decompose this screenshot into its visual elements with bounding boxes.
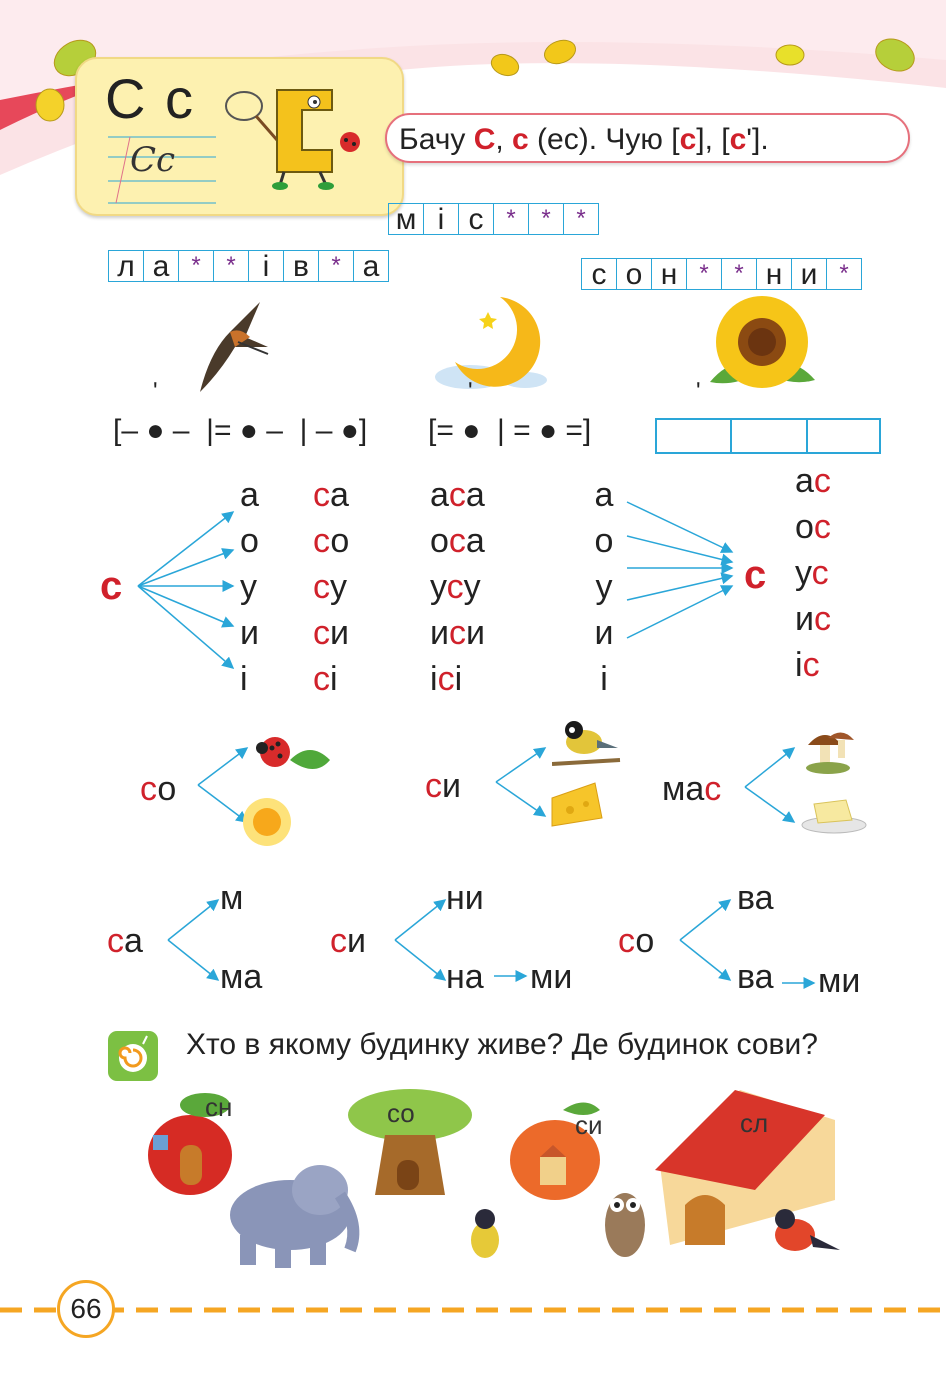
- branch-word-3: со: [618, 922, 655, 960]
- grid-cell: и: [791, 258, 827, 290]
- grid-cell: а: [353, 250, 389, 282]
- vc-syllable: ис: [795, 600, 831, 638]
- syllable-scheme-2: [= ● | = ● =]: [428, 414, 592, 447]
- mushrooms-icon: [800, 720, 855, 775]
- picture-word-1: со: [140, 770, 177, 808]
- tit-bird-icon: [552, 712, 622, 772]
- house-label-1: сн: [205, 1092, 233, 1122]
- branch-extra: ми: [818, 962, 861, 1000]
- snail-icon: [107, 1030, 159, 1082]
- page-number: 66: [70, 1293, 102, 1324]
- house-label-4: сл: [740, 1108, 769, 1138]
- vc-syllable: ус: [795, 554, 829, 592]
- vowel: і: [240, 660, 248, 698]
- grid-cell: *: [721, 258, 757, 290]
- house-label-2: со: [387, 1098, 415, 1128]
- letter-big: С с: [105, 67, 195, 130]
- footer-dashes: [0, 1300, 946, 1320]
- vc-syllable: ос: [795, 508, 831, 546]
- right-arrows: [622, 490, 742, 650]
- grid-cell: *: [178, 250, 214, 282]
- vcv-syllable: иси: [430, 614, 485, 652]
- branch-arrows: [392, 890, 452, 990]
- sun-icon: [240, 795, 295, 850]
- left-arrows: [130, 490, 250, 690]
- grid-cell: *: [493, 203, 529, 235]
- word-grid-3: [582, 258, 862, 290]
- accent-mark: ʹ: [696, 378, 701, 405]
- grid-cell: *: [563, 203, 599, 235]
- cv-syllable-column: [313, 472, 349, 702]
- vowel: а: [240, 476, 259, 514]
- cv-syllable: со: [313, 522, 350, 560]
- word-grid-1: [389, 203, 599, 235]
- branch-bottom: ва: [737, 958, 774, 996]
- statement-lower-letter: с: [512, 123, 529, 156]
- statement-upper-letter: С: [473, 123, 496, 156]
- statement-text-3: ], [: [696, 123, 730, 156]
- branch-top: м: [220, 879, 244, 917]
- vowel: а: [594, 476, 614, 514]
- branch-arrows: [677, 890, 737, 990]
- branch-word-1: са: [107, 922, 143, 960]
- grid-cell: і: [423, 203, 459, 235]
- branch-bottom: на: [446, 958, 484, 996]
- branch-arrows: [742, 740, 802, 830]
- vcv-syllable: оса: [430, 522, 485, 560]
- cv-syllable: су: [313, 568, 347, 606]
- picture-word-3: мас: [662, 770, 722, 808]
- grid-cell: *: [686, 258, 722, 290]
- letter-script: Сс: [130, 140, 176, 180]
- grid-cell: м: [388, 203, 424, 235]
- grid-cell: в: [283, 250, 319, 282]
- task-question: Хто в якому будинку живе? Де будинок сови?: [186, 1028, 818, 1061]
- swallow-icon: [190, 292, 270, 397]
- branch-word-2: си: [330, 922, 366, 960]
- letter-mascot-icon: [222, 80, 382, 190]
- vowel: і: [600, 660, 608, 698]
- grid-cell: *: [826, 258, 862, 290]
- vcv-syllable: аса: [430, 476, 485, 514]
- statement-text-2: (ес). Чую [: [528, 123, 680, 156]
- word-grid-2: [109, 250, 389, 282]
- branch-extra: ми: [530, 958, 573, 996]
- butter-icon: [800, 790, 868, 835]
- right-consonant: с: [744, 553, 767, 597]
- page-number-badge: [57, 1280, 115, 1338]
- statement-sound-1: с: [679, 123, 697, 156]
- cv-syllable: са: [313, 476, 349, 514]
- statement-bubble: [385, 113, 910, 163]
- cheese-icon: [550, 778, 605, 830]
- grid-cell: н: [651, 258, 687, 290]
- grid-cell: с: [458, 203, 494, 235]
- grid-cell: *: [213, 250, 249, 282]
- vcv-syllable-column: [430, 472, 485, 702]
- statement-sound-2: с: [729, 123, 747, 156]
- chain-arrow: [780, 975, 820, 991]
- cv-syllable: сі: [313, 660, 338, 698]
- ladybug-icon: [250, 730, 335, 785]
- house-label-3: си: [575, 1110, 603, 1140]
- statement-text-1: Бачу: [399, 123, 474, 156]
- vowel: о: [594, 522, 614, 560]
- vc-syllable: іс: [795, 646, 820, 684]
- grid-cell: а: [143, 250, 179, 282]
- empty-scheme-box: [655, 418, 881, 454]
- grid-cell: *: [528, 203, 564, 235]
- grid-cell: л: [108, 250, 144, 282]
- statement-comma: ,: [495, 123, 513, 156]
- branch-top: ни: [446, 879, 484, 917]
- cv-syllable: си: [313, 614, 349, 652]
- grid-cell: с: [581, 258, 617, 290]
- sunflower-icon: [705, 292, 820, 397]
- grid-cell: *: [318, 250, 354, 282]
- vowel: и: [240, 614, 259, 652]
- vcv-syllable: усу: [430, 568, 481, 606]
- branch-arrows: [165, 890, 225, 990]
- left-consonant: с: [100, 564, 123, 608]
- vowel: и: [594, 614, 614, 652]
- vc-syllable: ас: [795, 462, 831, 500]
- branch-top: ва: [737, 879, 774, 917]
- picture-word-2: си: [425, 767, 461, 805]
- statement-text-4: ʹ].: [746, 123, 769, 156]
- syllable-scheme-1: [– ● – |= ● – | – ●]: [113, 414, 368, 447]
- grid-cell: н: [756, 258, 792, 290]
- grid-cell: о: [616, 258, 652, 290]
- vowel: у: [240, 568, 257, 606]
- grid-cell: і: [248, 250, 284, 282]
- accent-mark: ʹ: [153, 378, 158, 405]
- branch-arrows: [493, 740, 553, 825]
- accent-mark: ʹ: [468, 378, 473, 405]
- vc-syllable-column: [795, 458, 831, 688]
- vcv-syllable: ісі: [430, 660, 463, 698]
- moon-icon: [430, 292, 550, 397]
- vowel: у: [595, 568, 613, 606]
- branch-bottom: ма: [220, 958, 263, 996]
- vowel: о: [240, 522, 259, 560]
- vowel-column-left: [240, 472, 259, 702]
- vowel-column-right: [593, 472, 615, 702]
- chain-arrow: [492, 968, 532, 984]
